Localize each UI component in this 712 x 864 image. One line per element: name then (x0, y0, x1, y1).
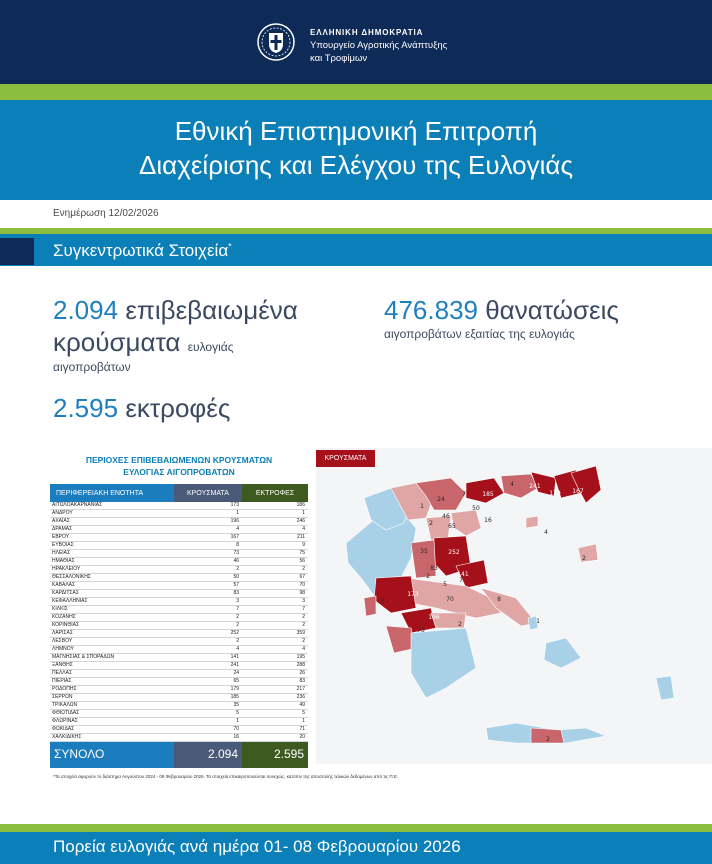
map-case-label: 65 (448, 523, 456, 530)
table-row (50, 662, 308, 670)
table-row (50, 694, 308, 702)
map-case-label: 185 (482, 491, 494, 498)
region-cell: ΗΛΕΙΑΣ (50, 550, 174, 558)
map-case-label: 1 (420, 503, 424, 510)
deaths-sub: αιγοπροβάτων εξαιτίας της ευλογιάς (384, 327, 575, 341)
farms-cell: 1 (242, 718, 308, 726)
table-row (50, 550, 308, 558)
table-row (50, 518, 308, 526)
cases-stat (53, 295, 298, 326)
map-case-label: 2 (458, 621, 462, 628)
cases-cell: 24 (174, 670, 242, 678)
map-case-label: 50 (472, 505, 480, 512)
map-region-lesvos (578, 544, 598, 562)
bottom-green-divider (0, 824, 712, 832)
farms-cell: 56 (242, 558, 308, 566)
table-body (50, 502, 308, 742)
farms-cell: 7 (242, 606, 308, 614)
farms-cell: 49 (242, 702, 308, 710)
map-case-label: 173 (407, 591, 419, 598)
farms-cell: 288 (242, 662, 308, 670)
regions-table (50, 484, 308, 768)
map-case-label: 70 (446, 596, 454, 603)
map-case-label: 2 (582, 555, 586, 562)
cases-cell: 83 (174, 590, 242, 598)
map-case-label: 2 (546, 736, 550, 743)
green-divider (0, 84, 712, 100)
table-row (50, 638, 308, 646)
farms-cell: 217 (242, 686, 308, 694)
section-accent (0, 238, 34, 265)
map-case-label: 141 (457, 571, 469, 578)
region-cell: ΧΑΛΚΙΔΙΚΗΣ (50, 734, 174, 742)
section-footnote-marker: * (228, 241, 232, 252)
region-cell: ΚΕΦΑΛΛΗΝΙΑΣ (50, 598, 174, 606)
table-title-line1: ΠΕΡΙΟΧΕΣ ΕΠΙΒΕΒΑΙΩΜΕΝΩΝ ΚΡΟΥΣΜΑΤΩΝ (85, 455, 273, 465)
map-case-label: 241 (529, 483, 541, 490)
region-cell: ΔΡΑΜΑΣ (50, 526, 174, 534)
table-title-line2: ΕΥΛΟΓΙΑΣ ΑΙΓΟΠΡΟΒΑΤΩΝ (123, 467, 235, 477)
table-row (50, 574, 308, 582)
header-cases: ΚΡΟΥΣΜΑΤΑ (174, 484, 242, 502)
title-line1: Εθνική Επιστημονική Επιτροπή (174, 116, 538, 146)
cases-cell: 2 (174, 566, 242, 574)
region-cell: ΚΑΒΑΛΑΣ (50, 582, 174, 590)
cases-cell: 35 (174, 702, 242, 710)
farms-cell: 211 (242, 534, 308, 542)
bottom-section-header (0, 832, 712, 864)
farms-stat (53, 393, 230, 424)
table-row (50, 526, 308, 534)
total-farms: 2.595 (242, 742, 308, 768)
update-date: Ενημέρωση 12/02/2026 (53, 208, 159, 219)
greek-coat-of-arms-icon (256, 22, 296, 62)
map-case-label: 46 (442, 513, 450, 520)
region-cell: ΚΑΡΔΙΤΣΑΣ (50, 590, 174, 598)
cases-cell: 179 (174, 686, 242, 694)
map-case-label: 2 (429, 520, 433, 527)
top-header (0, 0, 712, 84)
title-banner (0, 100, 712, 200)
ministry-line3: και Τροφίμων (310, 53, 368, 64)
region-cell: ΜΑΓΝΗΣΙΑΣ & ΣΠΟΡΑΔΩΝ (50, 654, 174, 662)
region-cell: ΚΟΖΑΝΗΣ (50, 614, 174, 622)
farms-cell: 83 (242, 678, 308, 686)
cases-label: επιβεβαιωμένα (125, 295, 298, 325)
table-row (50, 678, 308, 686)
cases-cell: 167 (174, 534, 242, 542)
farms-cell: 9 (242, 542, 308, 550)
table-row (50, 534, 308, 542)
deaths-value: 476.839 (384, 295, 478, 325)
map-case-label: 4 (544, 529, 548, 536)
table-row (50, 710, 308, 718)
region-cell: ΑΝΔΡΟΥ (50, 510, 174, 518)
map-case-label: 7 (459, 577, 463, 584)
cases-cell: 57 (174, 582, 242, 590)
farms-cell: 195 (242, 654, 308, 662)
farms-cell: 2 (242, 622, 308, 630)
cases-cell: 8 (174, 542, 242, 550)
cases-label3: ευλογιάς (187, 340, 234, 354)
map-case-label: 7 (462, 491, 466, 498)
table-title (50, 454, 308, 478)
farms-cell: 26 (242, 670, 308, 678)
farms-cell: 3 (242, 598, 308, 606)
region-cell: ΠΙΕΡΙΑΣ (50, 678, 174, 686)
farms-cell: 2 (242, 638, 308, 646)
table-row (50, 654, 308, 662)
deaths-label: θανατώσεις (485, 295, 619, 325)
region-cell: ΚΙΛΚΙΣ (50, 606, 174, 614)
title-line2: Διαχείρισης και Ελέγχου της Ευλογιάς (139, 150, 573, 180)
table-row (50, 606, 308, 614)
section-title-text: Συγκεντρωτικά Στοιχεία (53, 241, 229, 260)
table-row (50, 646, 308, 654)
farms-label: εκτροφές (125, 393, 231, 423)
cases-label4: αιγοπροβάτων (53, 360, 131, 374)
cases-cell: 196 (174, 518, 242, 526)
header-farms: ΕΚΤΡΟΦΕΣ (242, 484, 308, 502)
map-case-label: 73 (417, 627, 425, 634)
map-case-label: 2 (426, 573, 430, 580)
region-cell: ΗΡΑΚΛΕΙΟΥ (50, 566, 174, 574)
table-row (50, 686, 308, 694)
total-cases: 2.094 (174, 742, 242, 768)
region-cell: ΑΙΤΩΛΟΑΚΑΡΝΑΝΙΑΣ (50, 502, 174, 510)
region-cell: ΕΒΡΟΥ (50, 534, 174, 542)
table-row (50, 734, 308, 742)
table-row (50, 598, 308, 606)
farms-cell: 1 (242, 510, 308, 518)
cases-cell: 4 (174, 646, 242, 654)
cases-cell: 2 (174, 614, 242, 622)
table-row (50, 566, 308, 574)
farms-value: 2.595 (53, 393, 119, 423)
footnote: *Τα στοιχεία αφορούν το διάστημα Αυγούστου 2024 - 08 Φεβρουαρίου 2026. Τα στοιχεία επικαιροποιούνται συνεχώς, κατόπιν της αποστολής τελικών δεδομένων από τις Π.Ε. (53, 774, 399, 779)
map-tag: ΚΡΟΥΣΜΑΤΑ (316, 450, 375, 467)
table-row (50, 542, 308, 550)
cases-cell: 2 (174, 622, 242, 630)
farms-cell: 2 (242, 566, 308, 574)
map-case-label: 5 (443, 581, 447, 588)
header-region: ΠΕΡΙΦΕΡΕΙΑΚΗ ΕΝΟΤΗΤΑ (50, 484, 174, 502)
cases-cell: 1 (174, 510, 242, 518)
region-cell: ΛΗΜΝΟΥ (50, 646, 174, 654)
map-region-rhodes (656, 676, 674, 700)
cases-cell: 73 (174, 550, 242, 558)
region-cell: ΡΟΔΟΠΗΣ (50, 686, 174, 694)
table-row (50, 702, 308, 710)
map-region-kefalonia (364, 596, 376, 616)
region-cell: ΦΩΚΙΔΑΣ (50, 726, 174, 734)
cases-label-line2 (53, 327, 234, 358)
farms-cell: 75 (242, 550, 308, 558)
region-cell: ΛΑΡΙΣΑΣ (50, 630, 174, 638)
bottom-title: Πορεία ευλογιάς ανά ημέρα 01- 08 Φεβρουαρίου 2026 (53, 837, 461, 856)
map-case-label: 1 (536, 618, 540, 625)
map-region-limnos (526, 516, 538, 528)
farms-cell: 359 (242, 630, 308, 638)
map-case-label: 16 (484, 517, 492, 524)
map-case-label: 24 (437, 496, 445, 503)
map-case-label: 35 (420, 548, 428, 555)
table-row (50, 502, 308, 510)
table-row (50, 558, 308, 566)
section-title (53, 241, 232, 261)
farms-cell: 236 (242, 694, 308, 702)
table-row (50, 510, 308, 518)
table-total-row (50, 742, 308, 768)
cases-cell: 141 (174, 654, 242, 662)
region-cell: ΗΜΑΘΙΑΣ (50, 558, 174, 566)
cases-cell: 50 (174, 574, 242, 582)
region-cell: ΞΑΝΘΗΣ (50, 662, 174, 670)
map-case-label: 3 (380, 598, 384, 605)
greece-cases-map (316, 448, 712, 764)
cases-cell: 241 (174, 662, 242, 670)
cases-cell: 185 (174, 694, 242, 702)
table-row (50, 614, 308, 622)
cases-cell: 173 (174, 502, 242, 510)
cases-cell: 7 (174, 606, 242, 614)
region-cell: ΘΕΣΣΑΛΟΝΙΚΗΣ (50, 574, 174, 582)
farms-cell: 67 (242, 574, 308, 582)
map-case-label: 196 (428, 614, 440, 621)
map-case-label: 167 (572, 488, 584, 495)
deaths-stat (384, 295, 619, 326)
cases-label2: κρούσματα (53, 327, 181, 357)
farms-cell: 186 (242, 502, 308, 510)
table-row (50, 630, 308, 638)
table-row (50, 622, 308, 630)
farms-cell: 246 (242, 518, 308, 526)
region-cell: ΦΘΙΩΤΙΔΑΣ (50, 710, 174, 718)
region-cell: ΛΕΣΒΟΥ (50, 638, 174, 646)
cases-cell: 70 (174, 726, 242, 734)
total-label: ΣΥΝΟΛΟ (50, 742, 174, 768)
region-cell: ΣΕΡΡΩΝ (50, 694, 174, 702)
cases-cell: 1 (174, 718, 242, 726)
cases-cell: 5 (174, 710, 242, 718)
farms-cell: 71 (242, 726, 308, 734)
farms-cell: 4 (242, 526, 308, 534)
farms-cell: 70 (242, 582, 308, 590)
map-region-cyclades (544, 638, 581, 668)
cases-cell: 65 (174, 678, 242, 686)
cases-value: 2.094 (53, 295, 119, 325)
farms-cell: 4 (242, 646, 308, 654)
table-row (50, 718, 308, 726)
cases-cell: 252 (174, 630, 242, 638)
farms-cell: 20 (242, 734, 308, 742)
ministry-line2: Υπουργείο Αγροτικής Ανάπτυξης (310, 40, 448, 51)
map-case-label: 83 (430, 565, 438, 572)
map-case-label: 179 (549, 490, 561, 497)
ministry-name (310, 26, 447, 65)
map-region-trikala-karditsa (411, 540, 436, 578)
region-cell: ΦΛΩΡΙΝΑΣ (50, 718, 174, 726)
map-region-peloponnese-south (411, 628, 476, 698)
region-cell: ΠΕΛΛΑΣ (50, 670, 174, 678)
cases-cell: 16 (174, 734, 242, 742)
map-case-label: 4 (510, 481, 514, 488)
farms-cell: 2 (242, 614, 308, 622)
region-cell: ΑΧΑΪΑΣ (50, 518, 174, 526)
map-case-label: 8 (497, 596, 501, 603)
map-case-label: 252 (448, 549, 460, 556)
farms-cell: 98 (242, 590, 308, 598)
region-cell: ΚΟΡΙΝΘΙΑΣ (50, 622, 174, 630)
table-row (50, 670, 308, 678)
table-row (50, 726, 308, 734)
cases-cell: 4 (174, 526, 242, 534)
table-row (50, 590, 308, 598)
section-header (0, 234, 712, 266)
table-row (50, 582, 308, 590)
cases-cell: 2 (174, 638, 242, 646)
ministry-line1: ΕΛΛΗΝΙΚΗ ΔΗΜΟΚΡΑΤΙΑ (310, 28, 424, 37)
table-header-row (50, 484, 308, 502)
region-cell: ΕΥΒΟΙΑΣ (50, 542, 174, 550)
farms-cell: 5 (242, 710, 308, 718)
cases-cell: 46 (174, 558, 242, 566)
region-cell: ΤΡΙΚΑΛΩΝ (50, 702, 174, 710)
cases-cell: 3 (174, 598, 242, 606)
